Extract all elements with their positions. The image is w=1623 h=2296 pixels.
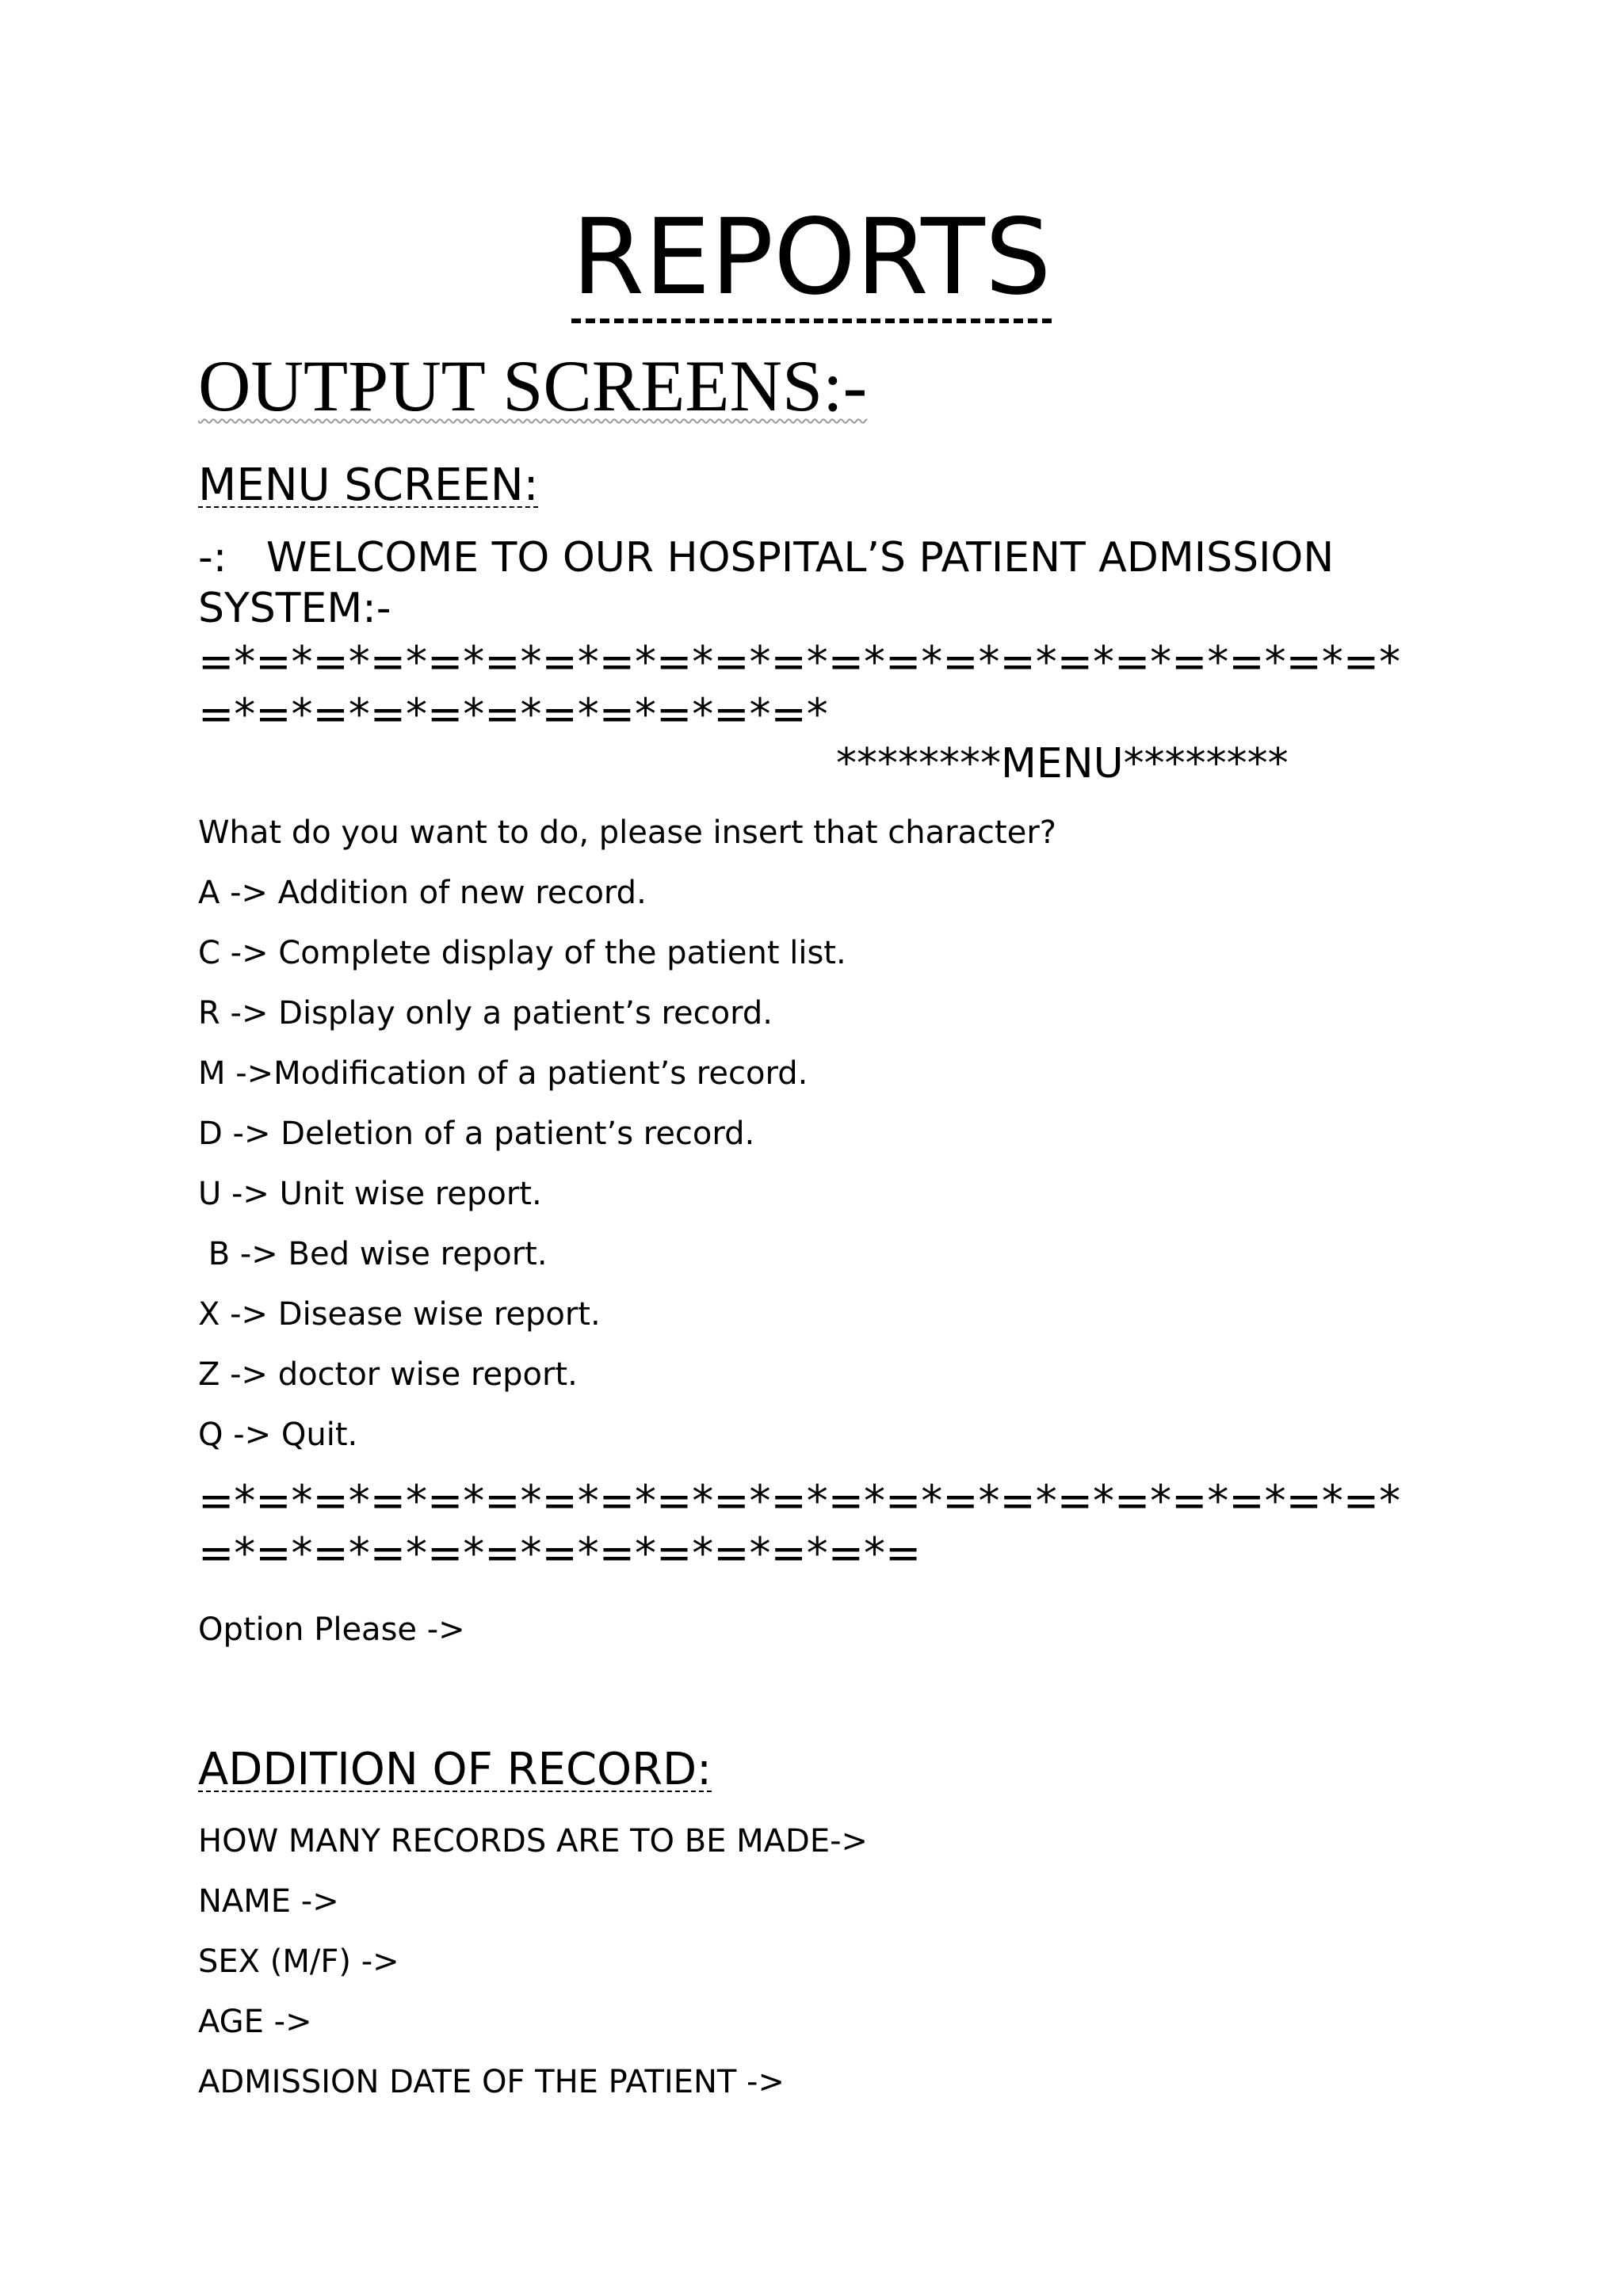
separator-bottom-line-1: =*=*=*=*=*=*=*=*=*=*=*=*=*=*=*=*=*=*=*=*=* bbox=[198, 1476, 1401, 1526]
menu-screen-heading: MENU SCREEN: bbox=[198, 460, 539, 511]
menu-option-display-record: R -> Display only a patient’s record. bbox=[198, 995, 773, 1032]
menu-option-disease-report: X -> Disease wise report. bbox=[198, 1296, 601, 1333]
document-title: REPORTS bbox=[0, 198, 1623, 317]
menu-option-quit: Q -> Quit. bbox=[198, 1417, 358, 1453]
welcome-line-2: SYSTEM:- bbox=[198, 585, 391, 632]
field-age: AGE -> bbox=[198, 2004, 312, 2040]
menu-option-doctor-report: Z -> doctor wise report. bbox=[198, 1356, 578, 1393]
field-admission-date: ADMISSION DATE OF THE PATIENT -> bbox=[198, 2064, 785, 2100]
output-screens-heading: OUTPUT SCREENS:- bbox=[198, 345, 868, 426]
menu-option-unit-report: U -> Unit wise report. bbox=[198, 1176, 542, 1212]
separator-top-line-1: =*=*=*=*=*=*=*=*=*=*=*=*=*=*=*=*=*=*=*=*=* bbox=[198, 637, 1401, 687]
separator-top-line-2: =*=*=*=*=*=*=*=*=*=*=* bbox=[198, 689, 828, 739]
addition-of-record-heading: ADDITION OF RECORD: bbox=[198, 1744, 712, 1795]
menu-option-complete-display: C -> Complete display of the patient list. bbox=[198, 935, 846, 971]
field-records-count: HOW MANY RECORDS ARE TO BE MADE-> bbox=[198, 1823, 869, 1859]
field-sex: SEX (M/F) -> bbox=[198, 1943, 399, 1980]
separator-bottom-line-2: =*=*=*=*=*=*=*=*=*=*=*=*= bbox=[198, 1528, 922, 1578]
field-name: NAME -> bbox=[198, 1883, 339, 1920]
menu-option-add: A -> Addition of new record. bbox=[198, 875, 647, 911]
menu-prompt: What do you want to do, please insert that character? bbox=[198, 814, 1057, 851]
welcome-message bbox=[198, 532, 1466, 634]
option-prompt: Option Please -> bbox=[198, 1611, 465, 1648]
menu-option-delete: D -> Deletion of a patient’s record. bbox=[198, 1116, 755, 1152]
welcome-line-1: -: WELCOME TO OUR HOSPITAL’S PATIENT ADMISSION bbox=[198, 534, 1335, 582]
menu-option-modify: M ->Modification of a patient’s record. bbox=[198, 1055, 808, 1092]
menu-banner: ********MENU******** bbox=[836, 740, 1289, 788]
menu-option-bed-report: B -> Bed wise report. bbox=[198, 1236, 548, 1272]
